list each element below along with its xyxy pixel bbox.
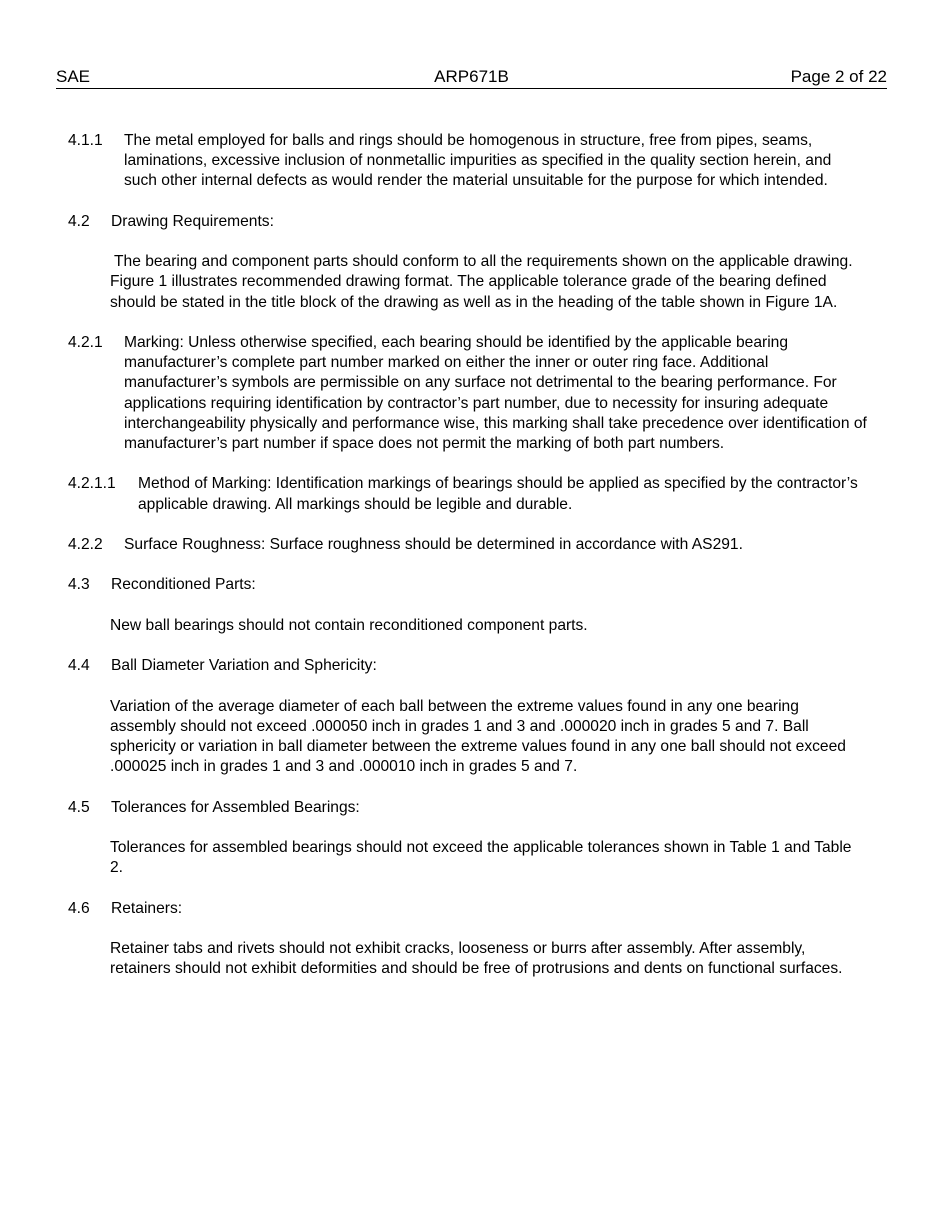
section-number: 4.2.1.1 — [68, 475, 116, 493]
section-4-6-paragraph — [110, 939, 868, 979]
section-number: 4.1.1 — [68, 132, 103, 149]
section-4-2 — [68, 212, 868, 232]
header-org: SAE — [56, 67, 91, 86]
section-number: 4.5 — [68, 798, 90, 816]
section-text: Method of Marking: Identification markings of bearings should be applied as specified by the contractor’s applicable drawing. All markings should be legible and durable. — [138, 475, 858, 513]
section-number: 4.4 — [68, 657, 90, 675]
section-heading: Ball Diameter Variation and Sphericity: — [111, 657, 377, 675]
section-4-2-1 — [68, 333, 868, 454]
section-number: 4.3 — [68, 576, 90, 594]
page-header — [56, 66, 887, 89]
section-number: 4.2 — [68, 212, 90, 230]
paragraph-text: Retainer tabs and rivets should not exhibit cracks, looseness or burrs after assembly. After assembly, retainers should not exhibit deformities and should be free of protrusions and dents on functional surfaces. — [110, 939, 843, 978]
document-body — [68, 131, 868, 1000]
section-4-6 — [68, 899, 868, 919]
paragraph-text: Tolerances for assembled bearings should not exceed the applicable tolerances shown in Table 1 and Table 2. — [110, 838, 852, 877]
section-4-4-paragraph — [110, 697, 868, 778]
section-4-4 — [68, 656, 868, 676]
section-4-5 — [68, 798, 868, 818]
header-doc-number: ARP671B — [434, 67, 509, 86]
section-heading: Reconditioned Parts: — [111, 576, 256, 594]
section-number: 4.6 — [68, 899, 90, 917]
section-4-1-1 — [68, 131, 868, 192]
section-4-2-1-1 — [68, 474, 868, 514]
section-text: Surface Roughness: Surface roughness should be determined in accordance with AS291. — [124, 535, 743, 553]
section-4-2-paragraph — [110, 252, 868, 313]
section-heading: Retainers: — [111, 899, 183, 917]
section-4-3-paragraph — [110, 616, 868, 636]
paragraph-text: Variation of the average diameter of each ball between the extreme values found in any one bearing assembly should not exceed .000050 inch in grades 1 and 3 and .000020 inch in grades 5 and 7. Ball sphericity or variation in ball diameter between the extreme values found in any one ball should not exceed .000025 inch in grades 1 and 3 and .000010 inch in grades 5 and 7. — [110, 697, 846, 776]
section-number: 4.2.1 — [68, 333, 103, 351]
section-4-3 — [68, 575, 868, 595]
section-heading: Drawing Requirements: — [111, 212, 274, 230]
paragraph-text: The bearing and component parts should conform to all the requirements shown on the applicable drawing. Figure 1 illustrates recommended drawing format. The applicable tolerance grade of the bearing defined should be stated in the title block of the drawing as well as in the heading of the table shown in Figure 1A. — [110, 253, 853, 311]
section-text: Marking: Unless otherwise specified, each bearing should be identified by the applicable bearing manufacturer’s complete part number marked on either the inner or outer ring face. Additional manufacturer’s symbols are permissible on any surface not detrimental to the bearing performance. For applications requiring identification by contractor’s part number, due to necessity for insuring adequate interchangeability physically and performance wise, this marking shall take precedence over identification of manufacturer’s part number if space does not permit the marking of both part numbers. — [124, 333, 867, 452]
section-4-2-2 — [68, 535, 868, 555]
section-heading: Tolerances for Assembled Bearings: — [111, 798, 360, 816]
section-number: 4.2.2 — [68, 535, 103, 553]
section-text: The metal employed for balls and rings should be homogenous in structure, free from pipes, seams, laminations, excessive inclusion of nonmetallic impurities as specified in the quality section herein, and such other internal defects as would render the material unsuitable for the purpose for which intended. — [124, 132, 832, 190]
section-4-5-paragraph — [110, 838, 868, 878]
paragraph-text: New ball bearings should not contain reconditioned component parts. — [110, 616, 588, 634]
header-page-number: Page 2 of 22 — [790, 67, 887, 86]
